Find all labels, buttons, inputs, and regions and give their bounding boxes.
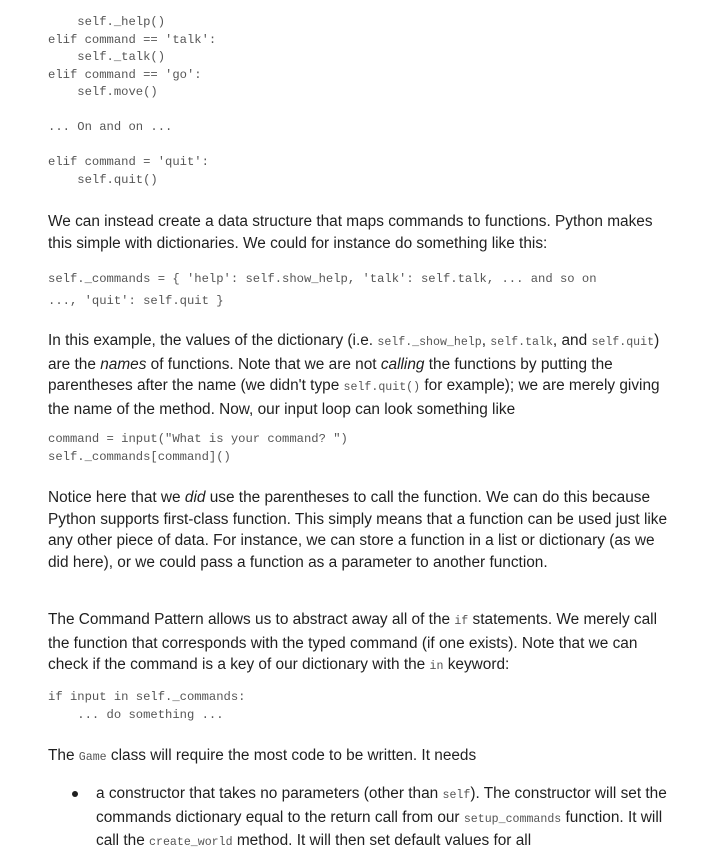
code-line: self._commands[command]() [48, 449, 231, 464]
paragraph-first-class-functions: Notice here that we did use the parentheses to call the function. We can do this because Python supports first-class function. This simply means that a function can be used just like any other piece of data. For instance, we can store a function in a list or dictionary (as we did here), or we could pass a function as a parameter to another function. [48, 489, 668, 571]
inline-code: self.talk [490, 336, 553, 349]
code-line: self.quit() [48, 172, 158, 187]
inline-code: self [442, 789, 471, 802]
code-line: if input in self._commands: [48, 690, 246, 704]
requirements-list [48, 783, 678, 854]
inline-code: Game [78, 751, 107, 764]
bullet-icon [72, 791, 78, 797]
code-line: ... do something ... [48, 707, 224, 722]
paragraph-function-names: In this example, the values of the dictionary (i.e. self._show_help, self.talk, and self.quit) are the names of functions. Note that we are not calling the functions by putting the parentheses after the name (we didn't type self.quit() for example); we are merely giving the name of the method. Now, our input loop can look something like [48, 332, 660, 418]
inline-code: if [454, 615, 469, 628]
code-line: elif command == 'go': [48, 67, 202, 82]
code-block-commands-dict [48, 269, 597, 312]
list-item: a constructor that takes no parameters (other than self). The constructor will set the commands dictionary equal to the return call from our setup_commands function. It will call the create_world method. It will then set default values for all [48, 783, 678, 854]
code-line [48, 102, 216, 120]
code-line: elif command = 'quit': [48, 155, 209, 169]
code-block-if-elif [48, 14, 216, 189]
inline-code: self.quit [591, 336, 655, 349]
code-line: self._talk() [48, 50, 166, 64]
code-line: command = input("What is your command? ") [48, 432, 348, 446]
code-line: ... On and on ... [48, 120, 173, 134]
inline-code: create_world [149, 836, 233, 849]
paragraph-command-pattern: The Command Pattern allows us to abstract away all of the if statements. We merely call the function that corresponds with the typed command (if one exists). Note that we can check if the command is a key of our dictionary with the in keyword: [48, 611, 658, 673]
code-line: self._commands = { 'help': self.show_help, 'talk': self.talk, ... and so on [48, 272, 597, 286]
code-line: ..., 'quit': self.quit } [48, 293, 224, 308]
code-line: self.move() [48, 85, 158, 99]
code-line [48, 137, 216, 155]
inline-code: self.quit() [343, 381, 421, 394]
inline-code: in [429, 660, 444, 673]
code-line: self._help() [48, 15, 166, 29]
code-block-input-loop [48, 431, 348, 466]
code-line: elif command == 'talk': [48, 32, 217, 47]
inline-code: self._show_help [377, 336, 482, 349]
inline-code: setup_commands [463, 812, 562, 826]
code-block-if-in [48, 689, 245, 724]
paragraph-game-class: The Game class will require the most code to be written. It needs [48, 747, 477, 764]
paragraph-dictionary-intro: We can instead create a data structure that maps commands to functions. Python makes this simple with dictionaries. We could for instance do something like this: [48, 213, 653, 252]
